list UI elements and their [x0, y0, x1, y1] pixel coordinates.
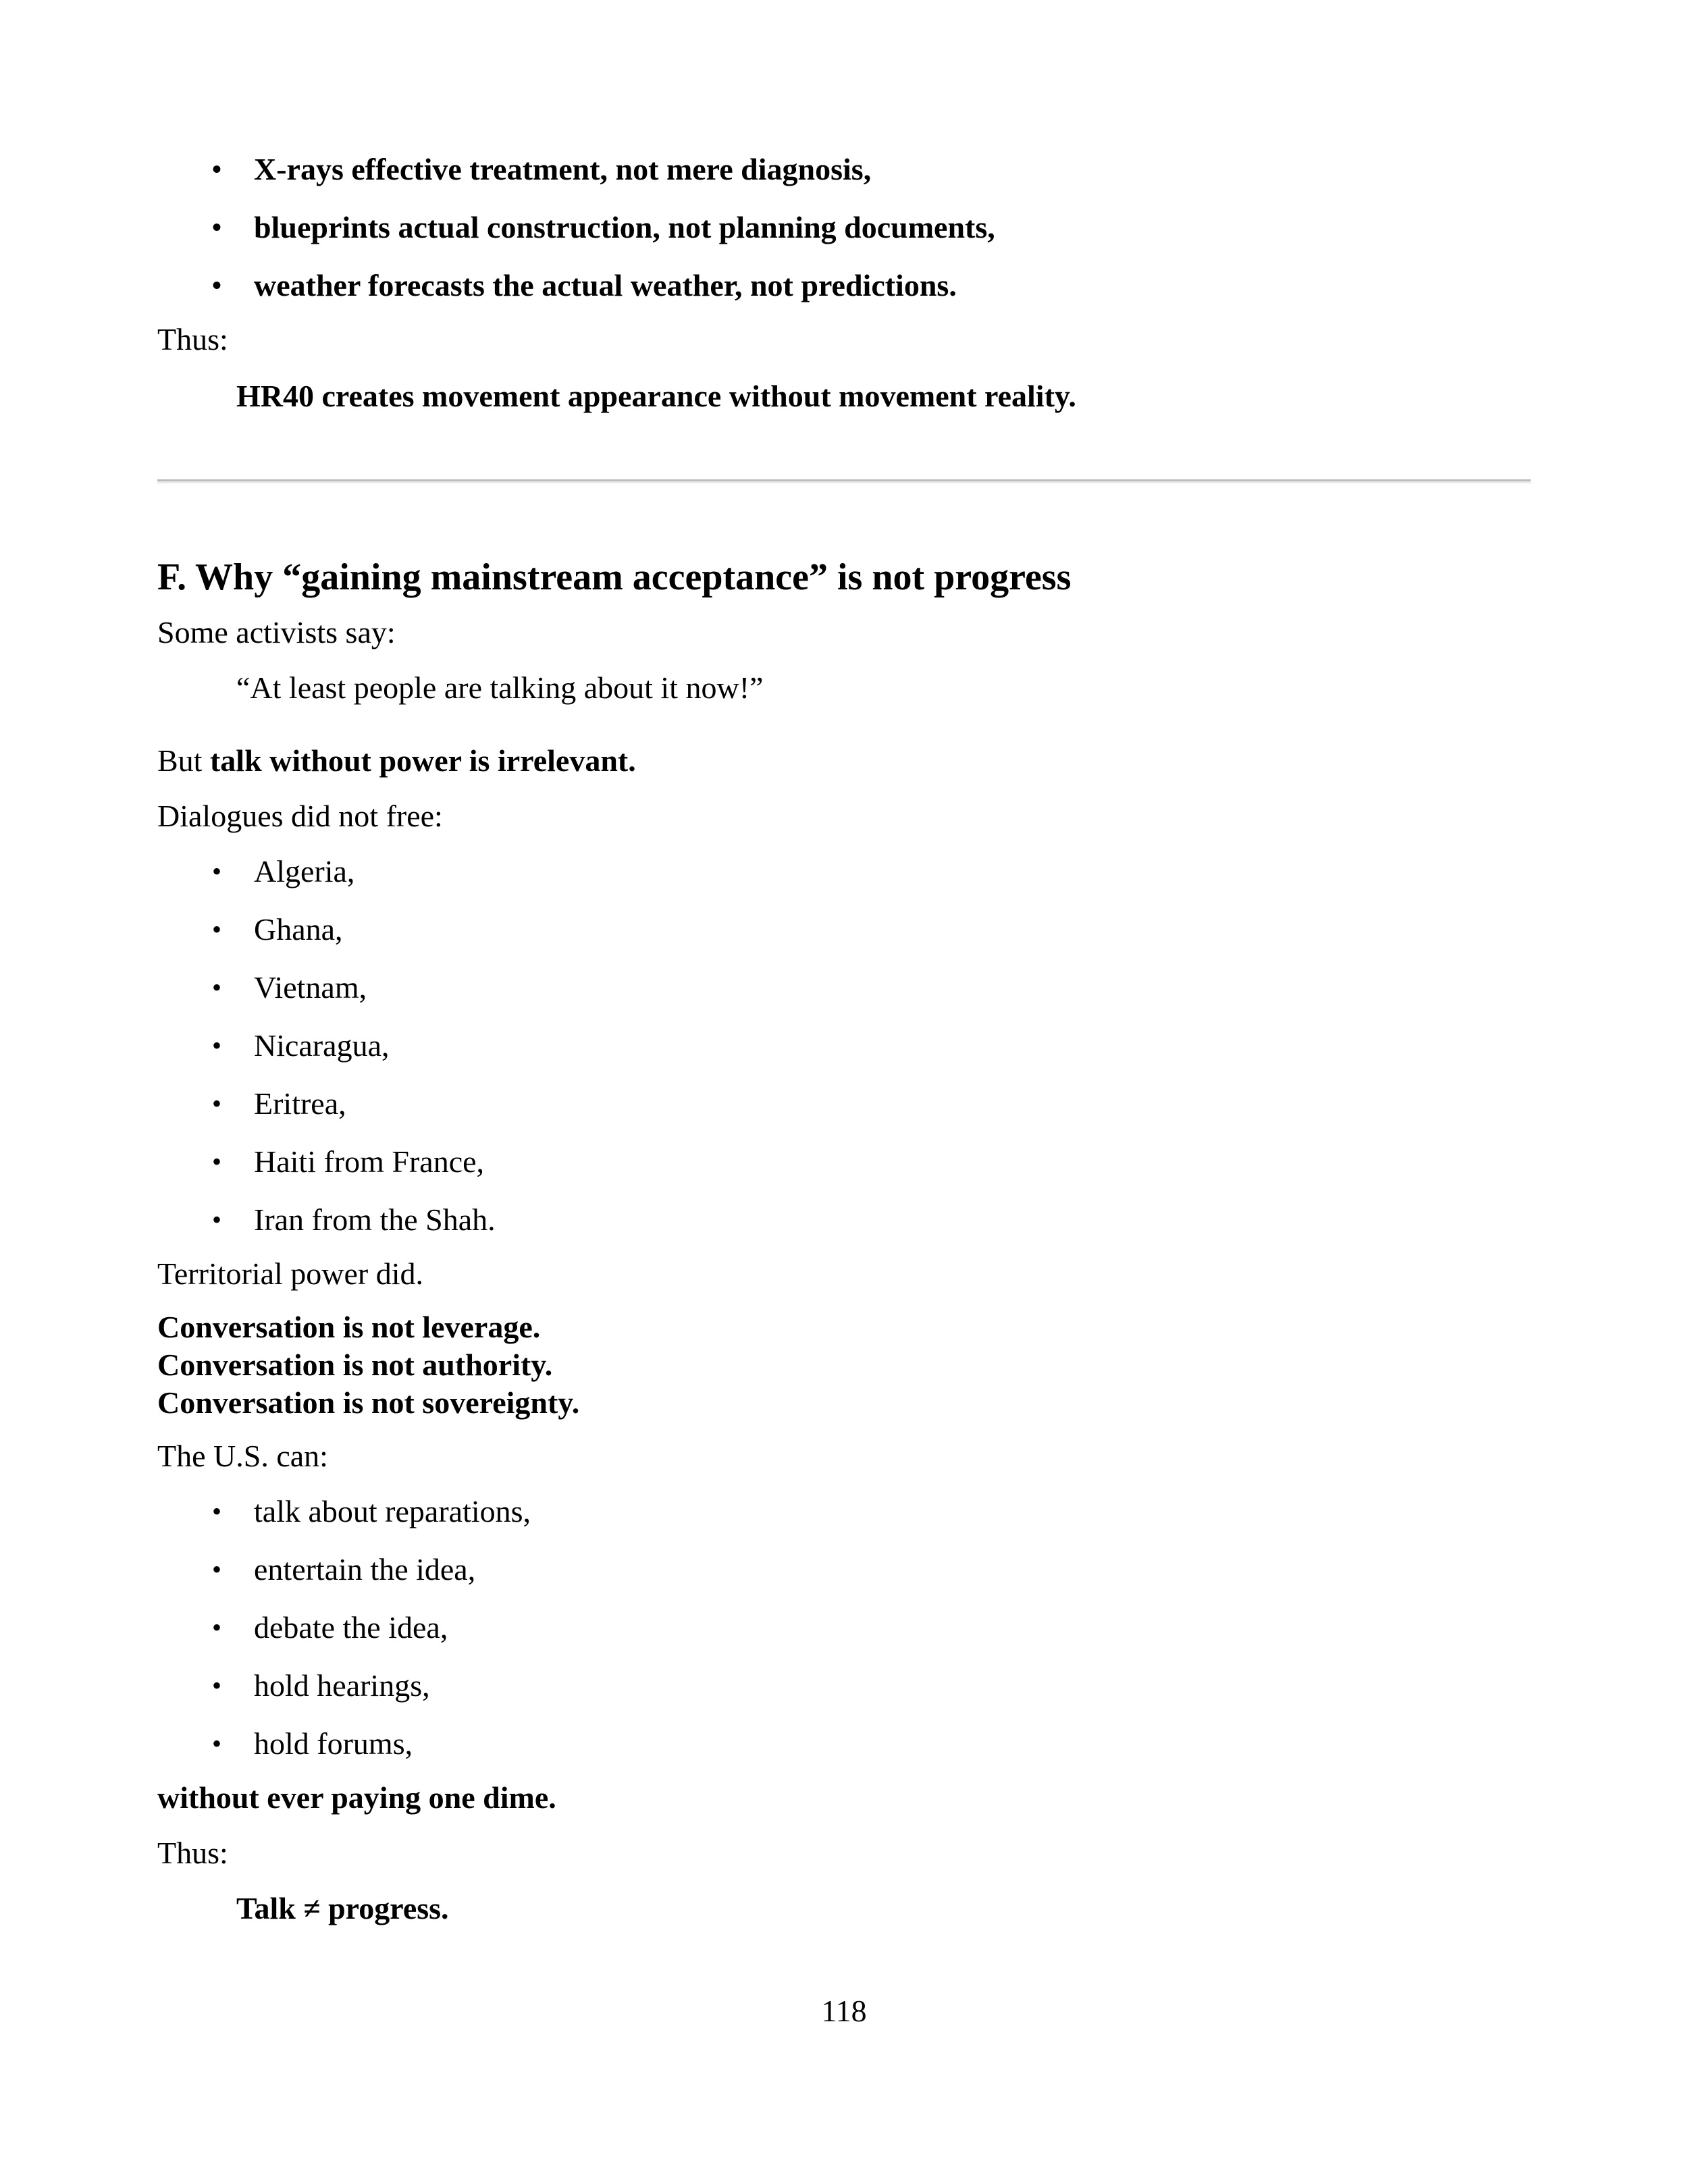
list-item — [157, 1200, 1531, 1240]
bullet-icon: • — [212, 1728, 222, 1759]
list-item — [157, 266, 1531, 305]
bullet-icon: • — [212, 154, 222, 184]
intro-text: Some activists say: — [157, 615, 396, 649]
bullet-icon: • — [212, 1612, 222, 1643]
list-item — [157, 1084, 1531, 1123]
bullet-icon: • — [212, 1030, 222, 1061]
section-f — [157, 554, 1531, 1928]
conversation-line: Conversation is not authority. — [157, 1348, 553, 1382]
list-item-text: debate the idea, — [254, 1610, 448, 1645]
top-block — [157, 150, 1531, 416]
list-item — [157, 852, 1531, 891]
analogy-list — [157, 150, 1531, 305]
list-item — [157, 1550, 1531, 1589]
but-line — [157, 741, 1531, 780]
conversation-line: Conversation is not sovereignty. — [157, 1385, 580, 1420]
section-divider — [157, 479, 1531, 483]
us-can-list — [157, 1492, 1531, 1763]
bullet-icon: • — [212, 1554, 222, 1584]
list-item — [157, 1142, 1531, 1181]
page-number: 118 — [821, 1994, 867, 2028]
bullet-icon: • — [212, 914, 222, 944]
list-item — [157, 1492, 1531, 1531]
thus-label: Thus: — [157, 1836, 228, 1870]
but-prefix: But — [157, 743, 210, 778]
conversation-line: Conversation is not leverage. — [157, 1310, 541, 1344]
list-item-text: blueprints actual construction, not planning documents, — [254, 210, 995, 244]
bullet-icon: • — [212, 1204, 222, 1235]
without-line: without ever paying one dime. — [157, 1780, 556, 1815]
list-item — [157, 1026, 1531, 1065]
list-item-text: weather forecasts the actual weather, not predictions. — [254, 268, 957, 302]
list-item-text: entertain the idea, — [254, 1552, 476, 1587]
list-item — [157, 968, 1531, 1007]
bullet-icon: • — [212, 972, 222, 1003]
bullet-icon: • — [212, 1088, 222, 1119]
list-item-text: Nicaragua, — [254, 1028, 390, 1063]
bullet-icon: • — [212, 270, 222, 300]
list-item-text: X-rays effective treatment, not mere diagnosis, — [254, 152, 872, 186]
bullet-icon: • — [212, 1496, 222, 1526]
list-item-text: Algeria, — [254, 854, 355, 888]
list-item-text: talk about reparations, — [254, 1494, 531, 1528]
final-statement: Talk ≠ progress. — [236, 1891, 449, 1925]
list-item-text: Ghana, — [254, 912, 343, 947]
bullet-icon: • — [212, 212, 222, 242]
bullet-icon: • — [212, 1146, 222, 1177]
list-item-text: hold forums, — [254, 1726, 413, 1761]
countries-list — [157, 852, 1531, 1240]
section-heading: F. Why “gaining mainstream acceptance” is not progress — [157, 556, 1072, 598]
list-item — [157, 150, 1531, 189]
list-item — [157, 1724, 1531, 1763]
list-item — [157, 1666, 1531, 1705]
thus-label: Thus: — [157, 322, 228, 356]
bullet-icon: • — [212, 856, 222, 886]
list-item-text: Vietnam, — [254, 970, 367, 1005]
list-item-text: hold hearings, — [254, 1668, 430, 1703]
list-item-text: Iran from the Shah. — [254, 1202, 496, 1237]
but-emphasis: talk without power is irrelevant. — [209, 743, 636, 778]
list-item — [157, 208, 1531, 247]
us-can-label: The U.S. can: — [157, 1439, 328, 1473]
dialogues-label: Dialogues did not free: — [157, 799, 443, 833]
list-item — [157, 910, 1531, 949]
territorial-line: Territorial power did. — [157, 1256, 424, 1291]
list-item — [157, 1608, 1531, 1647]
list-item-text: Haiti from France, — [254, 1144, 485, 1179]
list-item-text: Eritrea, — [254, 1086, 346, 1121]
activist-quote: “At least people are talking about it now!” — [236, 670, 764, 705]
bullet-icon: • — [212, 1670, 222, 1701]
conclusion-line: HR40 creates movement appearance without movement reality. — [236, 379, 1076, 413]
conversation-block — [157, 1308, 1531, 1422]
